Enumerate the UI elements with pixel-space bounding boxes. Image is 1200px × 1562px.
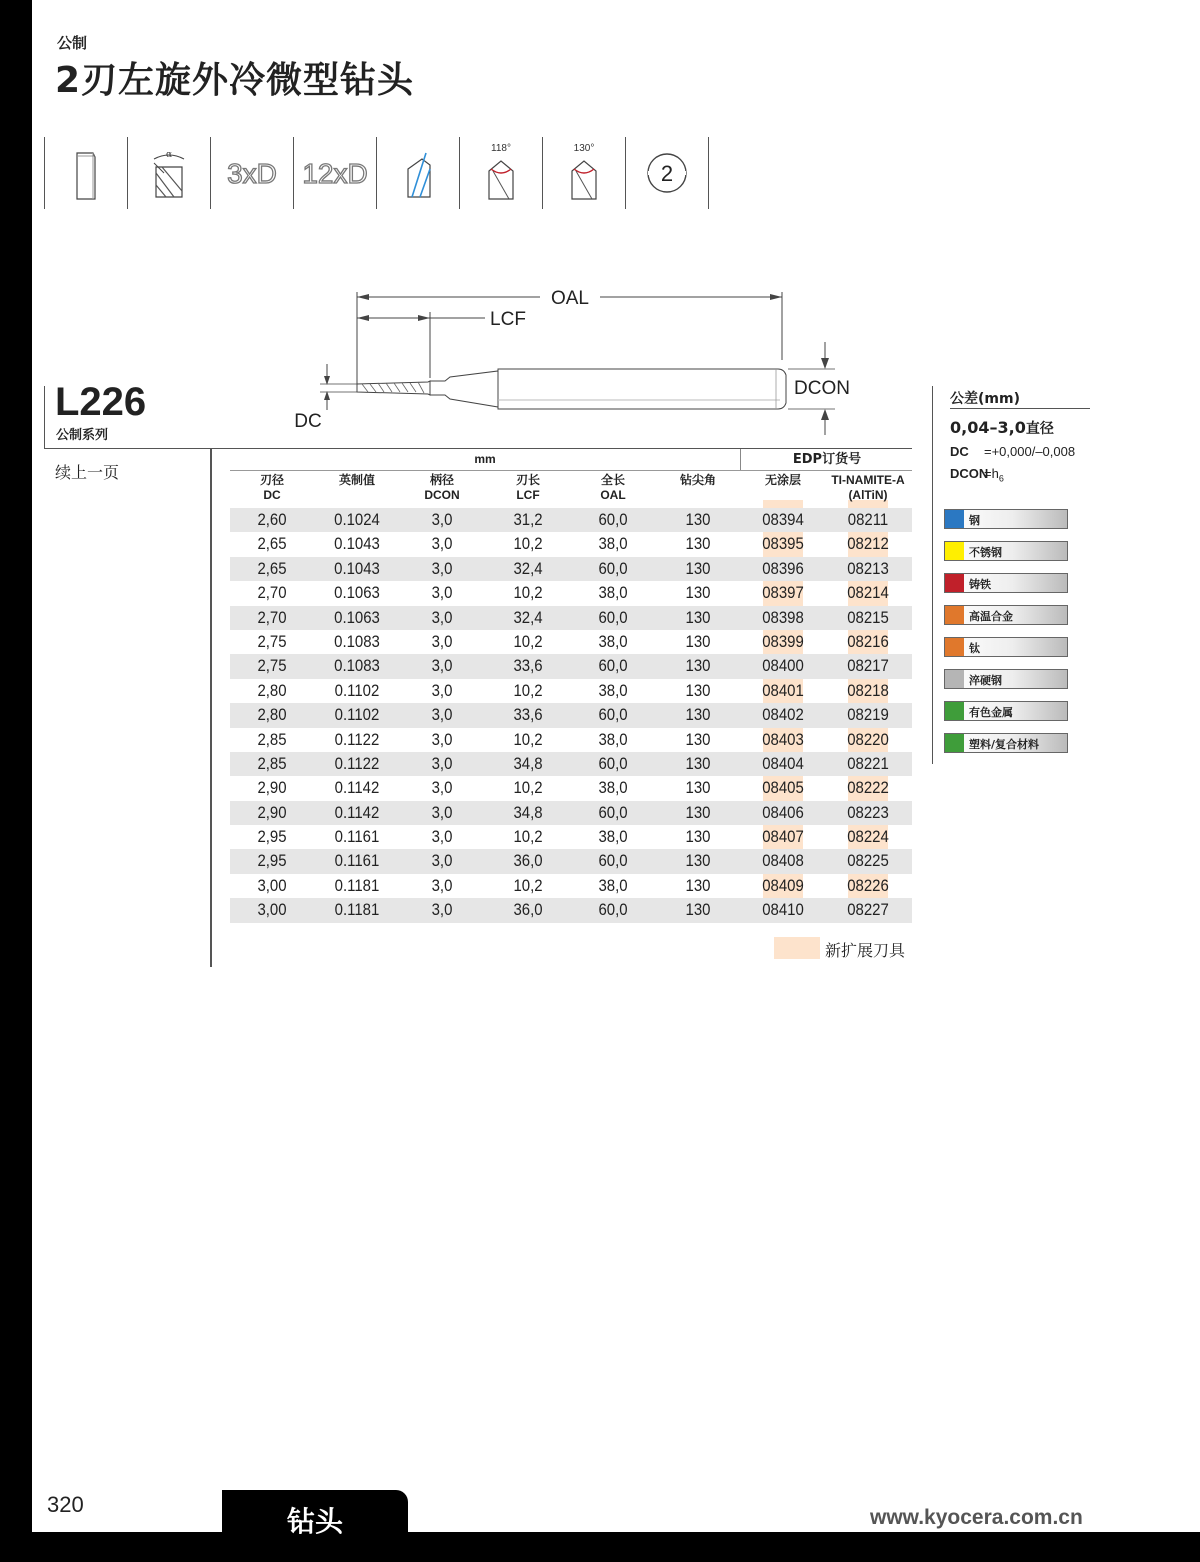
bottom-black-margin [0,1532,1200,1562]
material-item [944,605,1068,625]
svg-text:α: α [166,150,173,160]
depth-3xd-icon [210,137,293,209]
table-cell: 08395 [762,534,804,554]
table-row [230,703,912,727]
material-item [944,509,1068,529]
table-cell: 3,0 [431,510,453,529]
material-label: 高温合金 [969,610,1013,623]
feature-icon-row [44,137,709,209]
column-header-line2: LCF [516,488,540,502]
table-cell: 08401 [762,680,804,700]
table-cell: 08223 [847,802,889,822]
dcon-label: DCON [794,378,850,399]
table-row [230,874,912,898]
material-label: 铸铁 [969,578,991,591]
tolerance-dc-value: =+0,000/–0,008 [984,444,1076,459]
tolerance-dc [950,444,1075,459]
page-number: 320 [47,1492,84,1517]
material-swatch [945,510,964,528]
table-cell: 32,4 [513,607,543,627]
material-swatch [945,542,964,560]
table-cell: 0.1161 [334,827,380,847]
material-item [944,573,1068,593]
table-cell: 10,2 [513,729,543,749]
column-header-line1: 刃长 [515,473,540,487]
table-cell: 10,2 [513,875,543,895]
material-item [944,733,1068,753]
table-cell: 3,0 [431,583,453,603]
tolerance-dcon-sub: 6 [998,473,1004,484]
table-cell: 32,4 [513,558,543,578]
point-angle-130-icon [542,137,625,209]
table-cell: 08399 [762,631,804,651]
table-cell: 08218 [847,680,889,700]
table-cell: 2,70 [257,583,287,603]
material-label: 淬硬钢 [969,674,1002,687]
material-label: 钢 [969,514,980,527]
tolerance-rule [950,408,1090,409]
tolerance-range-value: 0,04–3,0 [950,418,1026,437]
table-cell: 2,65 [257,534,287,554]
table-cell: 0.1102 [334,680,380,700]
table-cell: 34,8 [513,802,543,822]
table-cell: 60,0 [598,705,628,725]
table-row [230,801,912,825]
table-cell: 0.1122 [334,729,380,749]
table-cell: 08213 [847,558,889,578]
table-cell: 08402 [762,705,804,725]
table-cell: 08216 [847,631,889,651]
material-swatch [945,702,964,720]
table-cell: 130 [685,607,711,627]
tolerance-dcon-label: DCON [950,466,989,481]
table-cell: 10,2 [513,631,543,651]
column-header-line1: 柄径 [429,473,454,487]
table-cell: 60,0 [598,607,628,627]
tolerance-range-unit: 直径 [1025,421,1054,437]
dc-label: DC [294,411,322,432]
table-cell: 2,75 [257,631,287,651]
table-row [230,849,912,873]
material-label: 不锈钢 [969,546,1002,559]
table-cell: 08406 [762,802,804,822]
series-code: L226 [55,380,147,424]
table-cell: 0.1181 [334,900,380,920]
column-header-line2: DCON [424,488,460,502]
column-header-line1: 全长 [600,473,625,487]
table-left-divider [210,449,212,967]
table-cell: 08407 [762,827,804,847]
table-cell: 2,95 [257,827,287,847]
table-cell: 38,0 [598,827,628,847]
table-cell: 3,0 [431,900,453,920]
table-cell: 3,0 [431,875,453,895]
table-cell: 0.1161 [334,851,380,871]
column-header-line1: 无涂层 [764,473,801,487]
left-black-margin [0,0,32,1562]
table-cell: 08220 [847,729,889,749]
material-swatch [945,734,964,752]
table-cell: 08222 [847,778,889,798]
table-cell: 08221 [847,753,889,773]
table-cell: 38,0 [598,875,628,895]
tolerance-range [950,418,1054,438]
table-cell: 08397 [762,583,804,603]
table-row [230,728,912,752]
table-cell: 2,90 [257,802,287,822]
table-cell: 38,0 [598,729,628,749]
table-cell: 2,60 [257,510,287,529]
table-row [230,679,912,703]
table-cell: 3,0 [431,558,453,578]
drill-dimension-drawing [290,280,870,440]
edp-group-header: EDP订货号 [740,449,913,470]
table-cell: 08225 [847,851,889,871]
table-cell: 0.1142 [334,802,380,822]
left-hand-helix-icon [376,137,459,209]
column-header-line1: TI-NAMITE-A [831,473,905,487]
tolerance-dc-label: DC [950,444,969,459]
new-item-swatch [774,937,820,959]
table-cell: 08405 [762,778,804,798]
table-cell: 0.1024 [334,510,380,529]
table-cell: 08224 [847,827,889,847]
column-header-line1: 英制值 [338,473,375,487]
material-swatch [945,670,964,688]
table-cell: 08396 [762,558,804,578]
table-cell: 3,0 [431,656,453,676]
continued-label: 续上一页 [55,463,120,482]
material-label: 塑料/复合材料 [969,738,1040,751]
table-cell: 130 [685,802,711,822]
column-header [230,473,314,503]
table-cell: 130 [685,583,711,603]
section-tab-label: 钻头 [286,1505,343,1538]
table-cell: 2,80 [257,680,287,700]
table-cell: 08226 [847,875,889,895]
flute-count-icon [625,137,708,209]
table-cell: 36,0 [513,900,543,920]
table-cell: 08227 [847,900,889,920]
series-block [44,380,147,448]
table-cell: 3,0 [431,680,453,700]
table-cell: 130 [685,729,711,749]
column-headers [230,471,912,507]
straight-shank-icon [44,137,127,209]
column-header [571,473,655,503]
series-subtitle: 公制系列 [56,428,109,443]
table-row [230,557,912,581]
material-label: 钛 [969,642,980,655]
lcf-label: LCF [490,309,526,330]
column-header-line1: 钻尖角 [679,473,716,487]
table-cell: 36,0 [513,851,543,871]
column-header [656,473,740,488]
table-cell: 2,95 [257,851,287,871]
mm-group-header: mm [474,452,496,466]
table-cell: 08394 [762,510,804,529]
table-cell: 33,6 [513,656,543,676]
table-cell: 08409 [762,875,804,895]
table-cell: 60,0 [598,802,628,822]
new-item-legend-label: 新扩展刀具 [825,941,906,960]
table-cell: 08410 [762,900,804,920]
table-cell: 3,00 [257,900,287,920]
table-cell: 08215 [847,607,889,627]
website-url: www.kyocera.com.cn [870,1506,1083,1529]
table-cell: 3,0 [431,534,453,554]
material-swatch [945,606,964,624]
table-row [230,898,912,922]
table-row [230,606,912,630]
page-title: 2刃左旋外冷微型钻头 [55,60,415,101]
table-cell: 2,65 [257,558,287,578]
table-cell: 0.1083 [334,656,380,676]
table-cell: 130 [685,680,711,700]
table-cell: 38,0 [598,631,628,651]
table-cell: 2,75 [257,656,287,676]
helix-angle-icon [127,137,210,209]
table-cell: 08408 [762,851,804,871]
table-cell: 3,0 [431,607,453,627]
table-cell: 130 [685,827,711,847]
table-cell: 10,2 [513,680,543,700]
table-cell: 60,0 [598,558,628,578]
table-cell: 60,0 [598,851,628,871]
table-row [230,532,912,556]
material-label: 有色金属 [969,706,1013,719]
icon-row-end [708,137,709,209]
table-row [230,581,912,605]
table-cell: 3,0 [431,729,453,749]
material-item [944,541,1068,561]
table-body [230,508,912,923]
point-angle-118-icon [459,137,542,209]
table-cell: 0.1043 [334,534,380,554]
table-cell: 3,0 [431,778,453,798]
table-cell: 08212 [847,534,889,554]
table-cell: 38,0 [598,583,628,603]
table-cell: 38,0 [598,534,628,554]
column-header-line2: OAL [600,488,626,502]
table-cell: 130 [685,705,711,725]
table-cell: 2,90 [257,778,287,798]
table-cell: 2,70 [257,607,287,627]
table-cell: 10,2 [513,778,543,798]
depth-12xd-icon [293,137,376,209]
table-row [230,825,912,849]
oal-label: OAL [550,288,590,309]
svg-text:130°: 130° [573,143,595,154]
material-item [944,701,1068,721]
column-header-line1: 刃径 [259,473,284,487]
table-cell: 3,0 [431,851,453,871]
svg-text:118°: 118° [491,143,511,154]
table-cell: 3,0 [431,827,453,847]
category-label: 公制 [57,34,88,52]
material-swatch [945,638,964,656]
table-cell: 10,2 [513,827,543,847]
table-cell: 33,6 [513,705,543,725]
table-cell: 08400 [762,656,804,676]
table-cell: 08219 [847,705,889,725]
table-cell: 08404 [762,753,804,773]
svg-text:3xD: 3xD [227,158,277,189]
table-cell: 130 [685,875,711,895]
table-cell: 2,80 [257,705,287,725]
table-cell: 130 [685,534,711,554]
table-cell: 10,2 [513,583,543,603]
table-cell: 130 [685,778,711,798]
table-cell: 34,8 [513,753,543,773]
tolerance-title: 公差(mm) [950,391,1020,407]
table-cell: 31,2 [513,510,543,529]
table-cell: 60,0 [598,900,628,920]
table-cell: 3,0 [431,753,453,773]
table-cell: 3,0 [431,802,453,822]
table-cell: 08398 [762,607,804,627]
table-cell: 08214 [847,583,889,603]
column-header [826,473,910,503]
table-cell: 0.1102 [334,705,380,725]
table-cell: 38,0 [598,778,628,798]
table-cell: 2,85 [257,729,287,749]
table-cell: 0.1083 [334,631,380,651]
column-header-line2: DC [263,488,281,502]
column-header-line2: (AlTiN) [848,488,888,502]
table-cell: 0.1043 [334,558,380,578]
table-cell: 3,00 [257,875,287,895]
material-item [944,637,1068,657]
table-cell: 130 [685,851,711,871]
table-cell: 10,2 [513,534,543,554]
table-cell: 130 [685,900,711,920]
table-row [230,630,912,654]
table-cell: 08211 [847,510,889,529]
table-cell: 60,0 [598,656,628,676]
column-header [486,473,570,503]
tolerance-panel [932,386,1091,764]
tolerance-dcon-value: =h [984,466,999,481]
table-cell: 08217 [847,656,889,676]
section-tab [222,1490,408,1562]
table-cell: 0.1142 [334,778,380,798]
column-header [315,473,399,488]
table-cell: 130 [685,510,711,529]
table-cell: 60,0 [598,753,628,773]
table-cell: 0.1181 [334,875,380,895]
table-cell: 130 [685,631,711,651]
table-cell: 60,0 [598,510,628,529]
table-row [230,508,912,532]
table-cell: 130 [685,656,711,676]
table-cell: 130 [685,558,711,578]
column-header [741,473,825,488]
table-row [230,776,912,800]
material-item [944,669,1068,689]
table-row [230,752,912,776]
table-cell: 0.1122 [334,753,380,773]
svg-text:12xD: 12xD [302,158,368,189]
tolerance-dcon [950,466,1004,484]
material-swatch [945,574,964,592]
svg-text:2: 2 [660,161,674,186]
table-cell: 0.1063 [334,583,380,603]
table-cell: 3,0 [431,631,453,651]
table-cell: 0.1063 [334,607,380,627]
table-cell: 2,85 [257,753,287,773]
table-cell: 08403 [762,729,804,749]
table-row [230,654,912,678]
table-cell: 38,0 [598,680,628,700]
column-header [400,473,484,503]
table-cell: 3,0 [431,705,453,725]
table-cell: 130 [685,753,711,773]
